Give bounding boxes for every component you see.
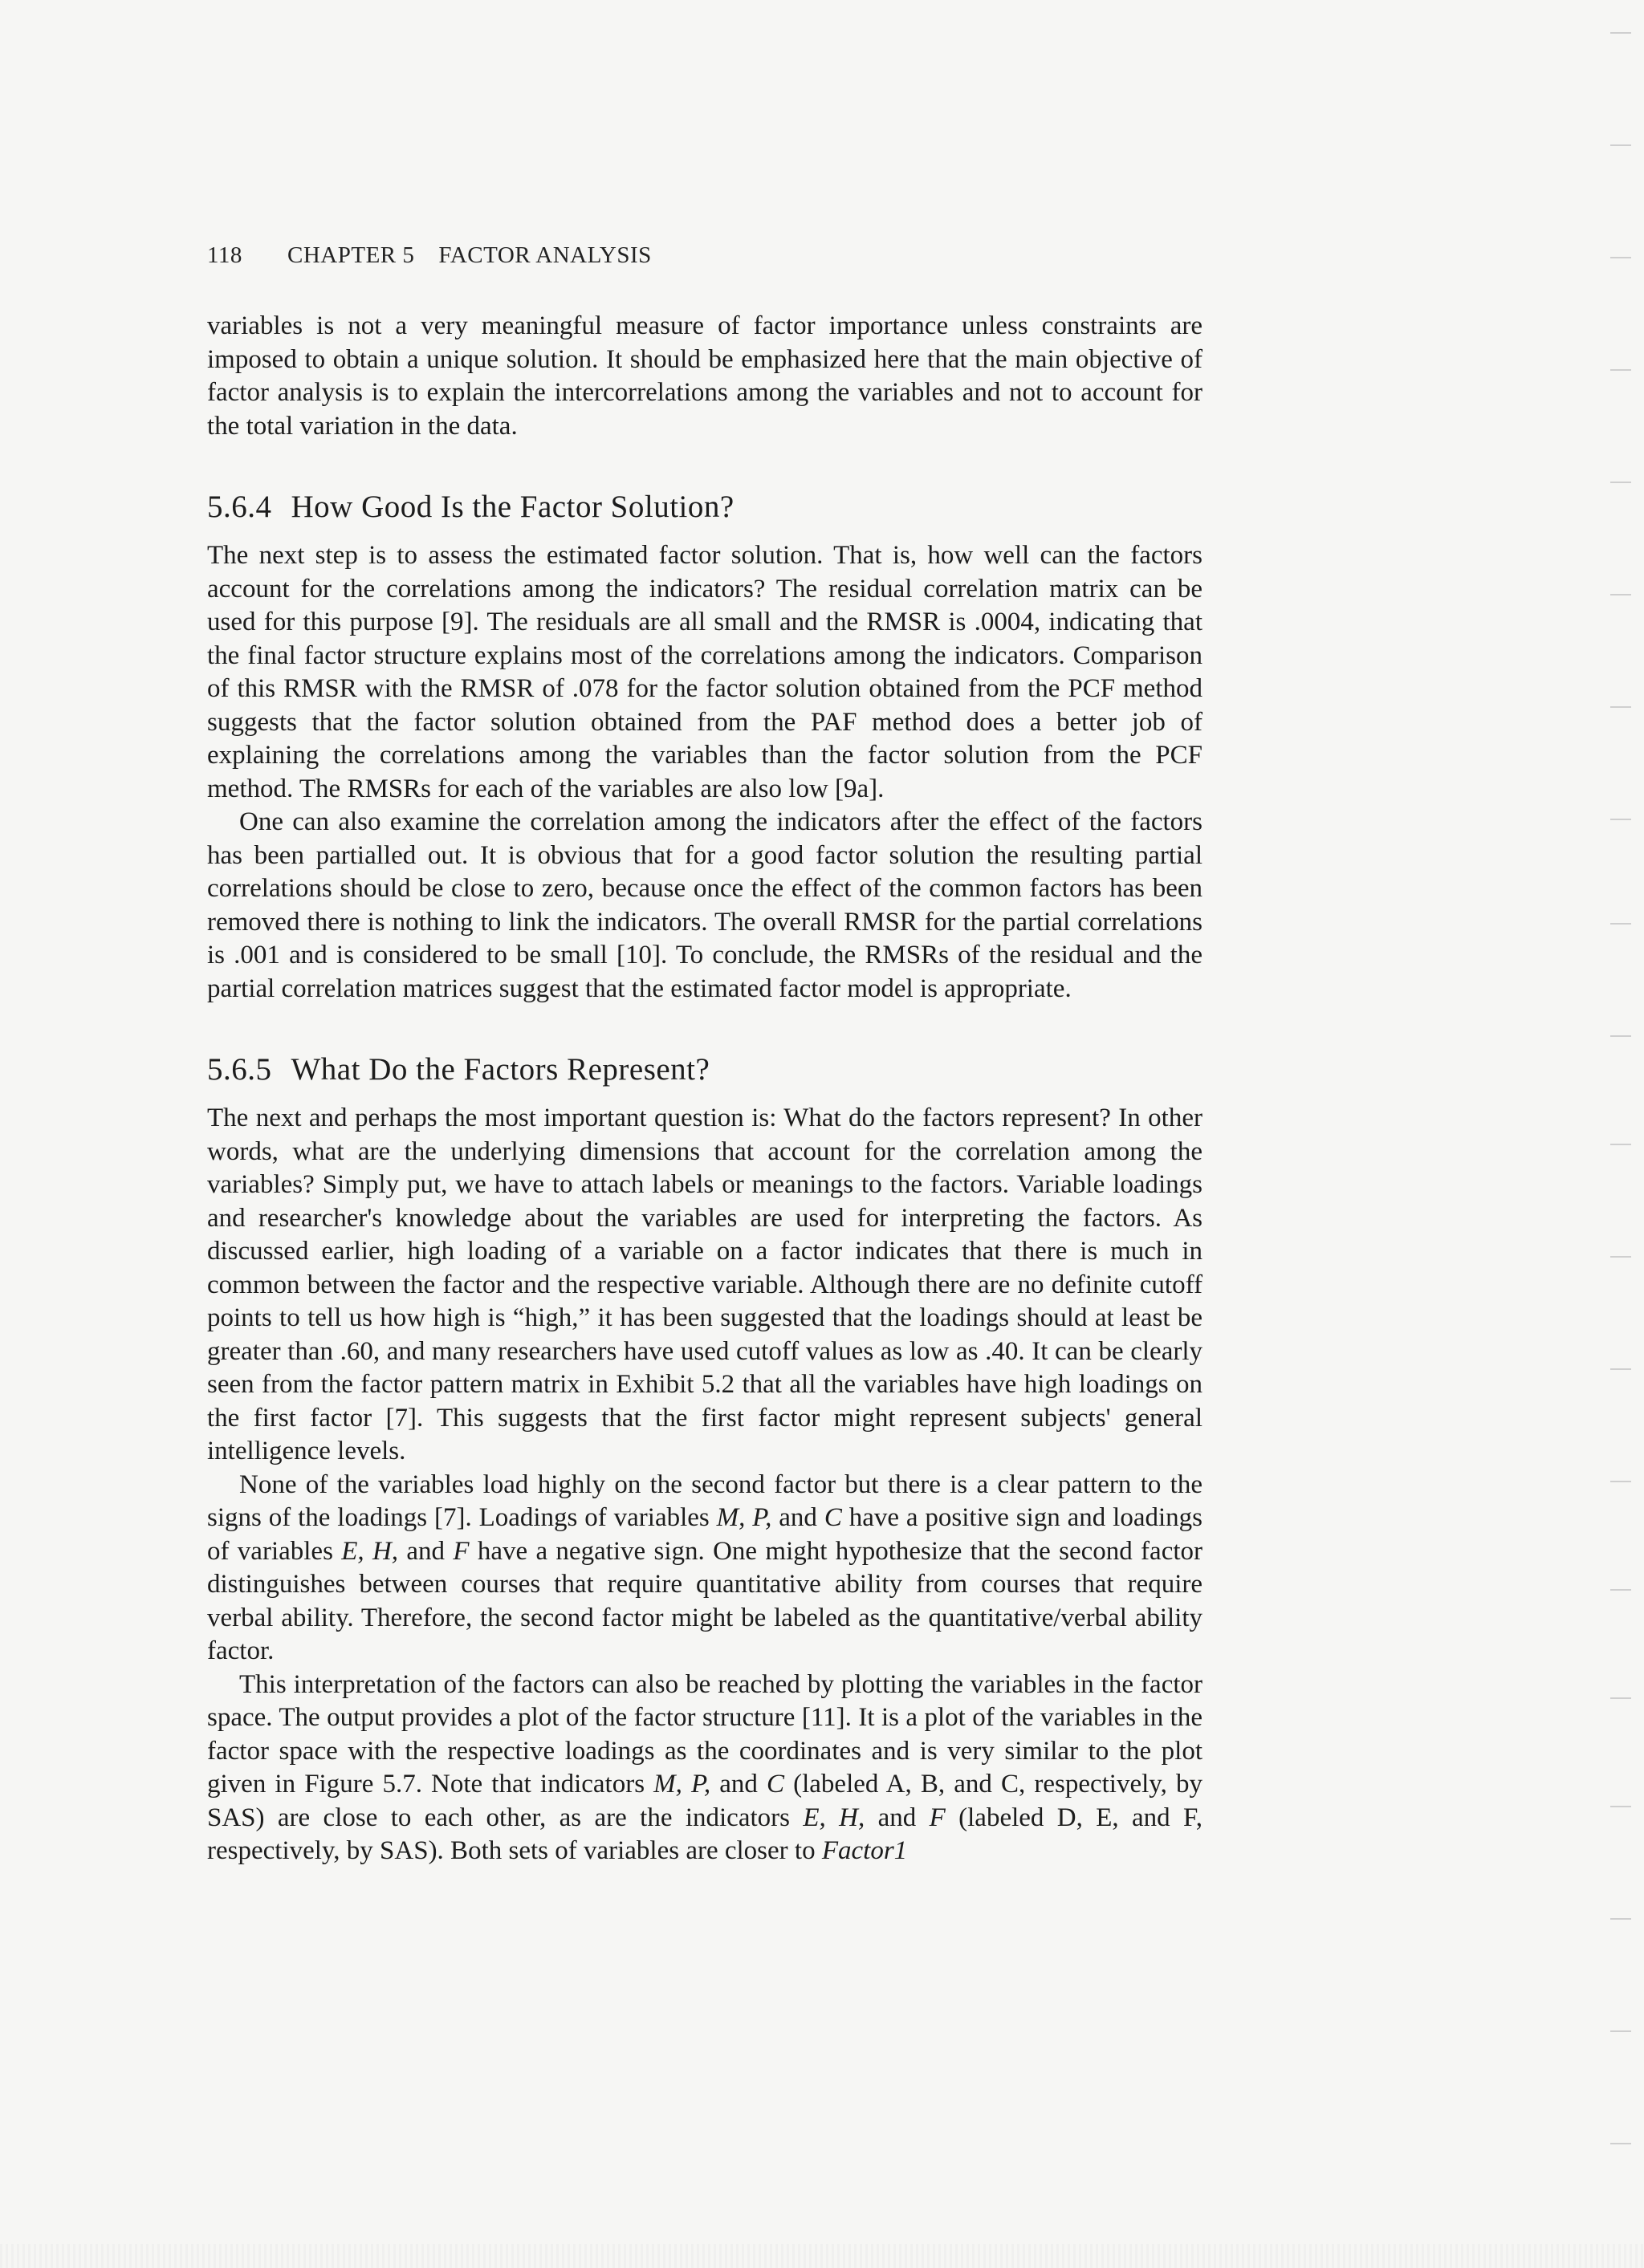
scan-mark bbox=[1610, 1256, 1631, 1258]
paragraph: One can also examine the correlation among the indicators after the effect of the factors has been partialled out. It is obvious that for a good factor solution the resulting partial correlations should be close to zero, because once the effect of the common factors has been removed there is nothing to link the indicators. The overall RMSR for the partial correlations is .001 and is considered to be small [10]. To conclude, the RMSRs of the residual and the partial correlation matrices suggest that the estimated factor model is appropriate. bbox=[207, 807, 1202, 1003]
page-number: 118 bbox=[207, 242, 242, 268]
scan-mark bbox=[1610, 369, 1631, 371]
variable-italic: Factor1 bbox=[821, 1836, 908, 1865]
scan-mark bbox=[1610, 1806, 1631, 1807]
variable-italic: F bbox=[453, 1536, 470, 1566]
running-head bbox=[207, 242, 652, 269]
scan-mark bbox=[1610, 257, 1631, 258]
scan-mark bbox=[1610, 1918, 1631, 1920]
variable-italic: F bbox=[929, 1803, 946, 1832]
section-heading-5-6-4 bbox=[207, 488, 1202, 526]
section-title: How Good Is the Factor Solution? bbox=[291, 490, 735, 524]
scan-mark bbox=[1610, 144, 1631, 146]
scan-bottom-edge bbox=[0, 2244, 1644, 2268]
scan-mark bbox=[1610, 2143, 1631, 2144]
section-number: 5.6.5 bbox=[207, 1052, 272, 1087]
variable-italic: C bbox=[824, 1503, 842, 1532]
text-run: and bbox=[771, 1503, 824, 1532]
scan-mark bbox=[1610, 32, 1631, 34]
variable-italic: E, H, bbox=[803, 1803, 865, 1832]
scan-mark bbox=[1610, 1368, 1631, 1370]
section-number: 5.6.4 bbox=[207, 490, 272, 524]
scan-mark bbox=[1610, 594, 1631, 595]
variable-italic: E, H, bbox=[341, 1536, 399, 1566]
paragraph bbox=[207, 1469, 1202, 1668]
page-body bbox=[207, 310, 1202, 1868]
intro-paragraph: variables is not a very meaningful measure of factor importance unless constraints are imposed to obtain a unique solution. It should be emphasized here that the main objective of factor analysis is to explain the intercorrelations among the variables and not to account for the total variation in the data. bbox=[207, 311, 1202, 441]
scan-edge-marks bbox=[1596, 0, 1644, 2268]
scan-mark bbox=[1610, 482, 1631, 483]
paragraph: The next step is to assess the estimated factor solution. That is, how well can the factors account for the correlations among the indicators? The residual correlation matrix can be used for this purpose [9]. The residuals are all small and the RMSR is .0004, indicating that the final factor structure explains most of the correlations among the indicators. Comparison of this RMSR with the RMSR of .078 for the factor solution obtained from the PCF method suggests that the factor solution obtained from the PAF method does a better job of explaining the correlations among the variables than the factor solution from the PCF method. The RMSRs for each of the variables are also low [9a]. bbox=[207, 541, 1202, 803]
variable-italic: M, P, bbox=[653, 1770, 711, 1799]
scan-mark bbox=[1610, 2030, 1631, 2032]
text-run: and bbox=[865, 1803, 930, 1832]
scan-mark bbox=[1610, 1589, 1631, 1591]
chapter-title: FACTOR ANALYSIS bbox=[438, 242, 652, 268]
text-run: and bbox=[398, 1536, 454, 1566]
text-run: and bbox=[710, 1770, 767, 1799]
scan-mark bbox=[1610, 923, 1631, 925]
text-run: None of the variables load highly on the second factor but there is a clear pattern to the signs of the loadings [7]. Loadings of variables bbox=[207, 1469, 1202, 1532]
scan-mark bbox=[1610, 1144, 1631, 1145]
chapter-label: CHAPTER 5 bbox=[287, 242, 415, 268]
text-run: This interpretation of the factors can also be reached by plotting the variables in the factor space. The output provides a plot of the factor structure [11]. It is a plot of the variables in the factor space with the respective loadings as the coordinates and is very similar to the plot given in Figure 5.7. Note that indicators bbox=[207, 1669, 1202, 1799]
scan-mark bbox=[1610, 1697, 1631, 1699]
text-run: (labeled A, B, and C, respectively, by SAS) are close to each other, as are the indicators bbox=[207, 1770, 1202, 1832]
scan-mark bbox=[1610, 819, 1631, 820]
scan-mark bbox=[1610, 706, 1631, 708]
variable-italic: C bbox=[767, 1770, 785, 1799]
paragraph: The next and perhaps the most important question is: What do the factors represent? In other words, what are the underlying dimensions that account for the correlation among the variables? Simply put, we have to attach labels or meanings to the factors. Variable loadings and researcher's knowledge about the variables are used for interpreting the factors. As discussed earlier, high loading of a variable on a factor indicates that there is much in common between the factor and the respective variable. Although there are no definite cutoff points to tell us how high is “high,” it has been suggested that the loadings should at least be greater than .60, and many researchers have used cutoff values as low as .40. It can be clearly seen from the factor pattern matrix in Exhibit 5.2 that all the variables have high loadings on the first factor [7]. This suggests that the first factor might represent subjects' general intelligence levels. bbox=[207, 1104, 1202, 1465]
scan-mark bbox=[1610, 1035, 1631, 1037]
section-heading-5-6-5 bbox=[207, 1051, 1202, 1089]
variable-italic: M, P, bbox=[716, 1503, 772, 1532]
scan-mark bbox=[1610, 1481, 1631, 1482]
text-run: (labeled D, E, and F, respectively, by SAS). Both sets of variables are closer to bbox=[207, 1803, 1202, 1865]
text-run: have a positive sign and loadings of variables bbox=[207, 1503, 1202, 1566]
text-run: have a negative sign. One might hypothesize that the second factor distinguishes between courses that require quantitative ability from courses that require verbal ability. Therefore, the second factor might be labeled as the quantitative/verbal ability factor. bbox=[207, 1536, 1202, 1665]
section-title: What Do the Factors Represent? bbox=[291, 1052, 710, 1087]
paragraph bbox=[207, 1668, 1202, 1868]
